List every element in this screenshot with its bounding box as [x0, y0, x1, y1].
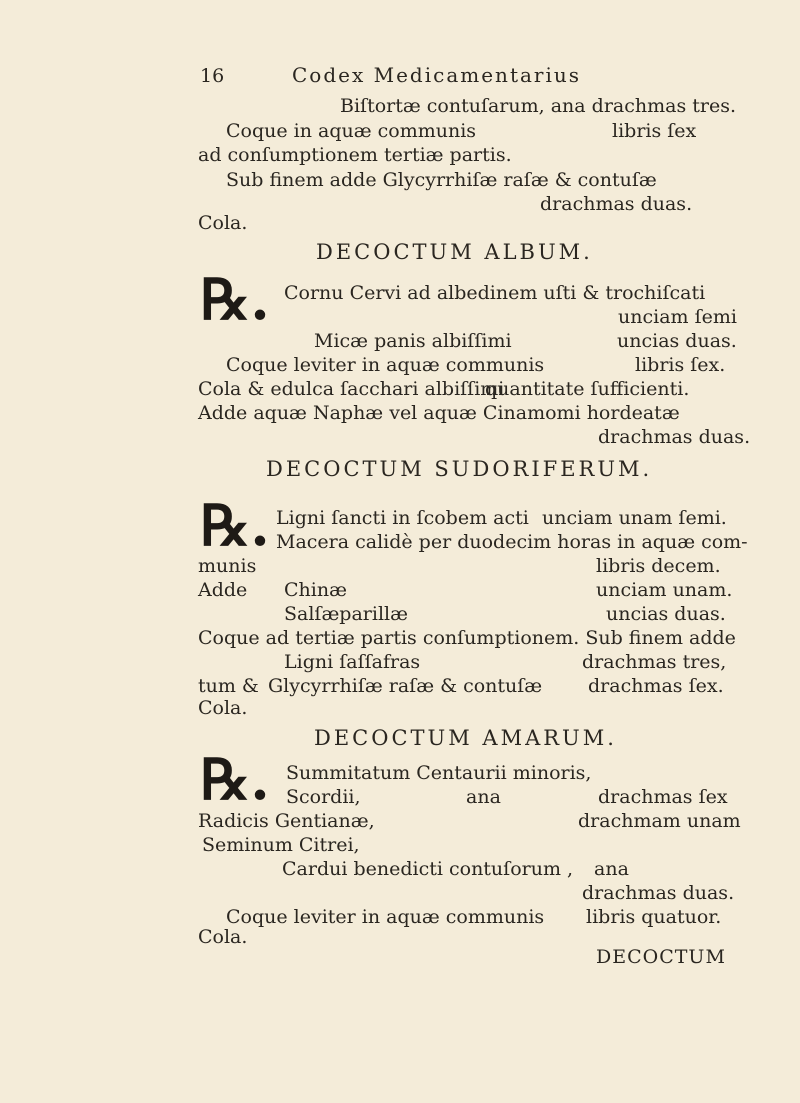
- text-line: Cola.: [198, 697, 248, 719]
- text-line: uncias duas.: [606, 603, 726, 625]
- text-line: Summitatum Centaurii minoris,: [286, 762, 592, 784]
- text-line: Ligni ſancti in ſcobem acti: [276, 507, 529, 529]
- text-line: unciam unam.: [596, 579, 733, 601]
- text-line: quantitate ſufficienti.: [485, 378, 690, 400]
- text-line: Radicis Gentianæ,: [198, 810, 375, 832]
- text-line: drachmas duas.: [598, 426, 751, 448]
- text-line: Coque leviter in aquæ communis: [226, 906, 545, 928]
- section-title: DECOCTUM AMARUM.: [314, 726, 617, 750]
- text-line: Cornu Cervi ad albedinem uſti & trochiſcati: [284, 282, 706, 304]
- text-line: Salſæparillæ: [284, 603, 408, 625]
- text-line: Adde aquæ Naphæ vel aquæ Cinamomi hordeatæ: [198, 402, 680, 424]
- text-line: drachmas ſex: [598, 786, 728, 808]
- text-line: Biſtortæ contuſarum, ana drachmas tres.: [340, 95, 736, 117]
- text-line: ana: [594, 858, 629, 880]
- recipe-symbol: ℞.: [200, 267, 270, 333]
- running-title: Codex Medicamentarius: [292, 63, 582, 87]
- text-line: libris ſex.: [635, 354, 726, 376]
- text-line: Cardui benedicti contuſorum ,: [282, 858, 574, 880]
- text-line: Ligni ſaſſafras: [284, 651, 421, 673]
- text-line: Macera calidè per duodecim horas in aquæ com-: [276, 531, 748, 553]
- text-line: drachmam unam: [578, 810, 741, 832]
- text-line: Adde: [198, 579, 248, 601]
- text-line: drachmas duas.: [582, 882, 735, 904]
- text-line: Glycyrrhiſæ raſæ & contuſæ: [268, 675, 543, 697]
- text-line: Coque in aquæ communis: [226, 120, 477, 142]
- text-line: Sub finem adde Glycyrrhiſæ raſæ & contuſæ: [226, 169, 657, 191]
- text-line: libris decem.: [596, 555, 721, 577]
- text-line: Seminum Citrei,: [202, 834, 360, 856]
- text-line: libris quatuor.: [586, 906, 722, 928]
- text-line: Cola & edulca ſacchari albiſſimi: [198, 378, 505, 400]
- text-line: unciam unam ſemi.: [542, 507, 727, 529]
- text-line: Cola.: [198, 926, 248, 948]
- text-line: ad conſumptionem tertiæ partis.: [198, 144, 512, 166]
- text-line: tum &: [198, 675, 259, 697]
- recipe-symbol: ℞.: [200, 747, 270, 813]
- text-line: uncias duas.: [617, 330, 737, 352]
- text-line: drachmas ſex.: [588, 675, 724, 697]
- text-line: Chinæ: [284, 579, 347, 601]
- text-line: Coque leviter in aquæ communis: [226, 354, 545, 376]
- text-line: Coque ad tertiæ partis conſumptionem. Sub finem adde: [198, 627, 736, 649]
- text-line: ana: [466, 786, 501, 808]
- recipe-symbol: ℞.: [200, 493, 270, 559]
- section-title: DECOCTUM ALBUM.: [316, 240, 593, 264]
- text-line: drachmas tres,: [582, 651, 727, 673]
- text-line: Cola.: [198, 212, 248, 234]
- text-line: unciam ſemi: [618, 306, 737, 328]
- text-line: Scordii,: [286, 786, 361, 808]
- text-line: libris ſex: [612, 120, 697, 142]
- text-line: munis: [198, 555, 257, 577]
- catchword: DECOCTUM: [596, 946, 726, 968]
- text-line: Micæ panis albiſſimi: [314, 330, 512, 352]
- page-number: 16: [200, 65, 225, 87]
- text-line: drachmas duas.: [540, 193, 693, 215]
- section-title: DECOCTUM SUDORIFERUM.: [266, 457, 653, 481]
